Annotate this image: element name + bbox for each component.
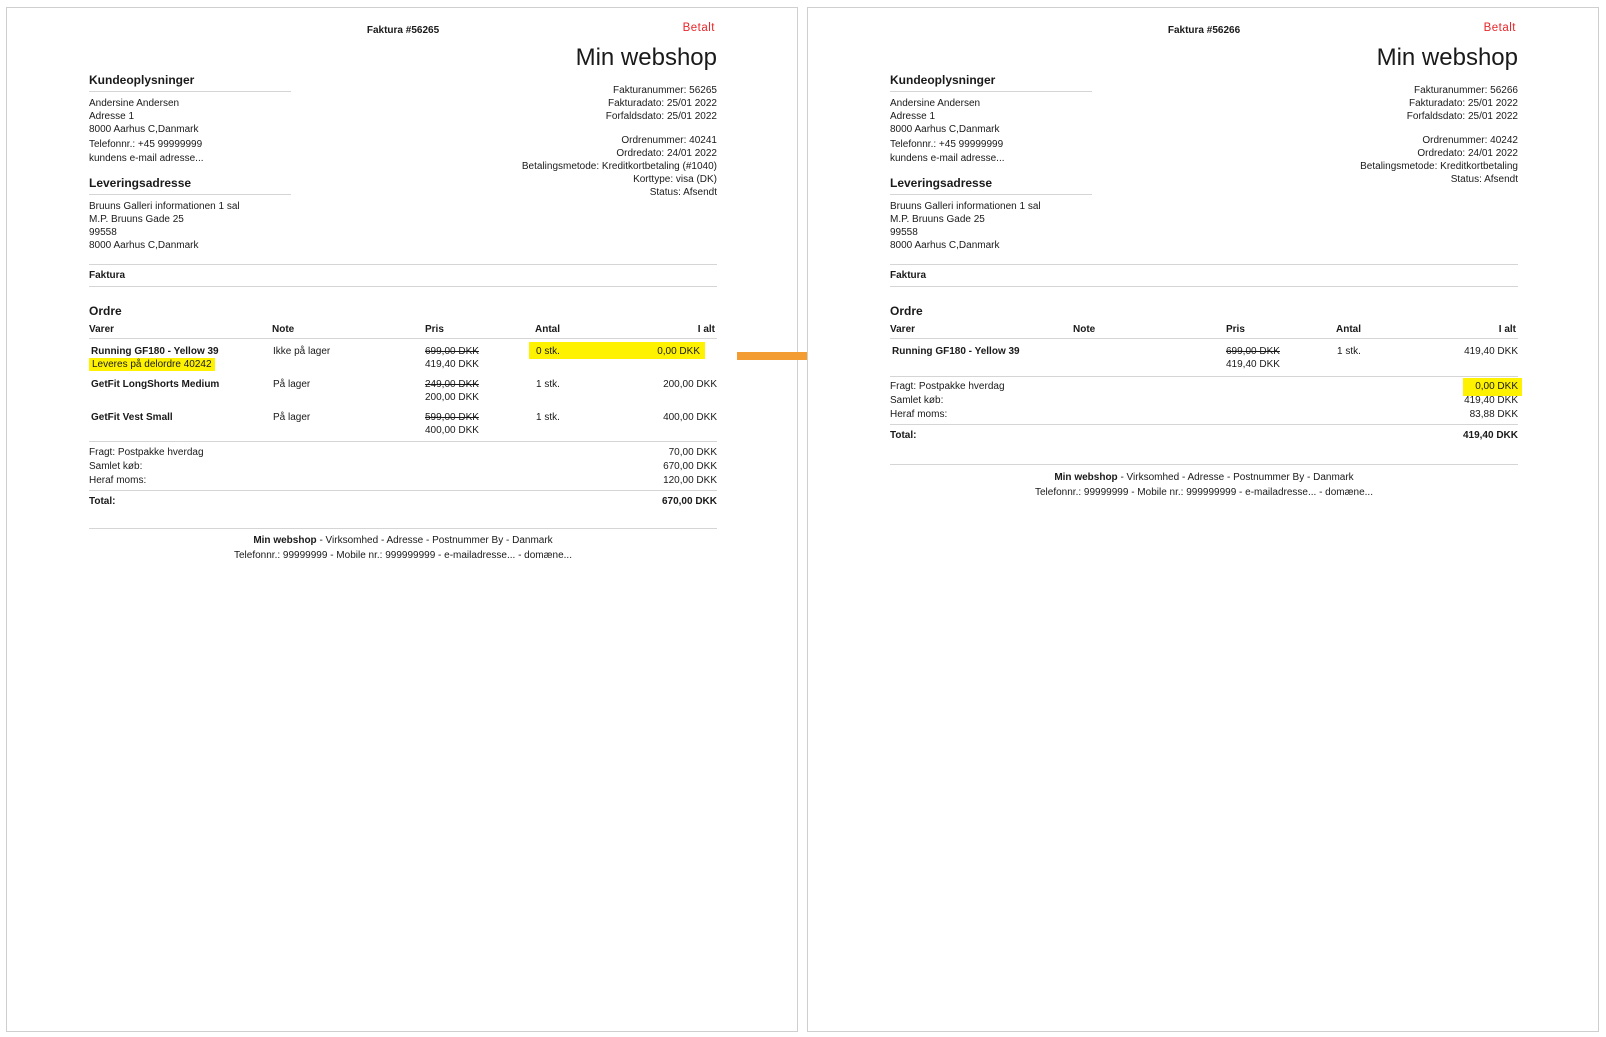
delivery-address (89, 200, 240, 252)
divider (89, 264, 717, 265)
item-qty: 1 stk. (1337, 346, 1361, 357)
subtotal-label: Samlet køb: (890, 395, 944, 406)
customer-phone: Telefonnr.: +45 99999999 (890, 139, 1004, 150)
item-qty: 1 stk. (536, 379, 560, 390)
delivery-line: 8000 Aarhus C,Danmark (890, 240, 1000, 251)
col-note: Note (1073, 324, 1096, 335)
customer-name: Andersine Andersen (89, 98, 180, 109)
payment-method: Betalingsmetode: Kreditkortbetaling (#1040) (521, 161, 717, 172)
new-price: 200,00 DKK (425, 392, 479, 403)
customer-heading: Kundeoplysninger (890, 73, 996, 87)
old-price: 599,00 DKK (425, 412, 479, 423)
col-note: Note (272, 324, 295, 335)
delivery-heading: Leveringsadresse (890, 176, 993, 190)
customer-info (89, 97, 204, 165)
faktura-label: Faktura (890, 270, 927, 281)
item-total: 419,40 DKK (1464, 346, 1518, 357)
paid-status: Betalt (682, 22, 715, 34)
divider (890, 424, 1518, 425)
order-number: Ordrenummer: 40241 (621, 135, 717, 146)
grand-total-label: Total: (89, 496, 116, 507)
shipping-value: 0,00 DKK (1463, 378, 1522, 396)
item-total: 0,00 DKK (657, 346, 700, 357)
divider (890, 194, 1092, 195)
item-name: GetFit LongShorts Medium (91, 379, 220, 390)
item-name: Running GF180 - Yellow 39 (892, 346, 1020, 357)
delivery-line: M.P. Bruuns Gade 25 (89, 214, 184, 225)
item-qty: 0 stk. (536, 346, 560, 357)
order-date: Ordredato: 24/01 2022 (616, 148, 717, 159)
delivery-line: 99558 (89, 227, 117, 238)
col-price: Pris (425, 324, 444, 335)
item-price (425, 378, 479, 404)
new-price: 419,40 DKK (1226, 359, 1280, 370)
old-price: 249,00 DKK (425, 379, 479, 390)
due-date: Forfaldsdato: 25/01 2022 (605, 111, 717, 122)
order-date: Ordredato: 24/01 2022 (1417, 148, 1518, 159)
payment-method: Betalingsmetode: Kreditkortbetaling (1360, 161, 1518, 172)
divider (890, 91, 1092, 92)
delivery-heading: Leveringsadresse (89, 176, 192, 190)
invoice-meta (1407, 84, 1518, 123)
customer-email: kundens e-mail adresse... (890, 153, 1005, 164)
invoice-meta (606, 84, 717, 123)
customer-address: Adresse 1 (890, 111, 936, 122)
order-heading: Ordre (890, 304, 923, 318)
partial-delivery-note: Leveres på delordre 40242 (89, 358, 215, 371)
col-total: I alt (1498, 324, 1516, 335)
new-price: 400,00 DKK (425, 425, 479, 436)
shipping-label: Fragt: Postpakke hverdag (89, 447, 204, 458)
order-heading: Ordre (89, 304, 122, 318)
footer-contact: Telefonnr.: 99999999 - Mobile nr.: 999999999 - e-mailadresse... - domæne... (1035, 487, 1373, 498)
invoice-title: Faktura #56265 (366, 25, 440, 36)
grand-total-value: 419,40 DKK (1462, 430, 1518, 441)
divider (89, 286, 717, 287)
shipping-label: Fragt: Postpakke hverdag (890, 381, 1005, 392)
footer (89, 533, 717, 563)
shop-name: Min webshop (1376, 44, 1518, 71)
vat-value: 83,88 DKK (1469, 409, 1518, 420)
col-items: Varer (890, 324, 916, 335)
customer-address: Adresse 1 (89, 111, 135, 122)
invoice-number: Fakturanummer: 56266 (1414, 85, 1518, 96)
faktura-label: Faktura (89, 270, 126, 281)
divider (890, 376, 1518, 377)
grand-total-value: 670,00 DKK (661, 496, 717, 507)
footer-contact: Telefonnr.: 99999999 - Mobile nr.: 999999999 - e-mailadresse... - domæne... (234, 550, 572, 561)
footer-brand: Min webshop (253, 535, 317, 546)
footer-address: - Virksomhed - Adresse - Postnummer By - Danmark (1117, 472, 1354, 483)
customer-heading: Kundeoplysninger (89, 73, 195, 87)
item-note: Ikke på lager (273, 346, 331, 357)
item-price (425, 345, 479, 371)
divider (89, 441, 717, 442)
subtotal-value: 419,40 DKK (1464, 395, 1518, 406)
col-items: Varer (89, 324, 115, 335)
order-meta (1360, 134, 1518, 186)
order-number: Ordrenummer: 40242 (1422, 135, 1518, 146)
order-status: Status: Afsendt (1450, 174, 1518, 185)
col-qty: Antal (1336, 324, 1361, 335)
footer-brand: Min webshop (1054, 472, 1118, 483)
vat-label: Heraf moms: (89, 475, 147, 486)
delivery-line: Bruuns Galleri informationen 1 sal (89, 201, 240, 212)
invoice-number: Fakturanummer: 56265 (613, 85, 717, 96)
divider (890, 464, 1518, 465)
col-total: I alt (697, 324, 715, 335)
item-total: 400,00 DKK (663, 412, 717, 423)
divider (89, 194, 291, 195)
customer-city: 8000 Aarhus C,Danmark (89, 124, 199, 135)
highlight-qty-total (529, 342, 705, 359)
divider (89, 91, 291, 92)
invoice-date: Fakturadato: 25/01 2022 (1409, 98, 1518, 109)
col-price: Pris (1226, 324, 1245, 335)
divider (89, 338, 717, 339)
item-qty: 1 stk. (536, 412, 560, 423)
footer-address: - Virksomhed - Adresse - Postnummer By - Danmark (316, 535, 553, 546)
item-name: Running GF180 - Yellow 39 (91, 346, 219, 357)
vat-value: 120,00 DKK (663, 475, 717, 486)
vat-label: Heraf moms: (890, 409, 948, 420)
old-price: 699,00 DKK (425, 346, 479, 357)
delivery-line: 8000 Aarhus C,Danmark (89, 240, 199, 251)
delivery-address (890, 200, 1041, 252)
customer-name: Andersine Andersen (890, 98, 981, 109)
customer-info (890, 97, 1005, 165)
subtotal-value: 670,00 DKK (663, 461, 717, 472)
grand-total-label: Total: (890, 430, 917, 441)
card-type: Korttype: visa (DK) (633, 174, 717, 185)
delivery-line: Bruuns Galleri informationen 1 sal (890, 201, 1041, 212)
delivery-line: 99558 (890, 227, 918, 238)
footer (890, 470, 1518, 500)
subtotal-label: Samlet køb: (89, 461, 143, 472)
due-date: Forfaldsdato: 25/01 2022 (1406, 111, 1518, 122)
invoice-page-left (6, 7, 798, 1032)
new-price: 419,40 DKK (425, 359, 479, 370)
item-note: På lager (273, 412, 311, 423)
col-qty: Antal (535, 324, 560, 335)
shop-name: Min webshop (575, 44, 717, 71)
customer-city: 8000 Aarhus C,Danmark (890, 124, 1000, 135)
order-meta (522, 134, 717, 199)
invoice-page-right (807, 7, 1599, 1032)
delivery-line: M.P. Bruuns Gade 25 (890, 214, 985, 225)
item-price (1226, 345, 1280, 371)
customer-email: kundens e-mail adresse... (89, 153, 204, 164)
customer-phone: Telefonnr.: +45 99999999 (89, 139, 203, 150)
divider (890, 264, 1518, 265)
invoice-title: Faktura #56266 (1167, 25, 1241, 36)
paid-status: Betalt (1483, 22, 1516, 34)
divider (890, 338, 1518, 339)
order-status: Status: Afsendt (649, 187, 717, 198)
shipping-value: 70,00 DKK (668, 447, 717, 458)
invoice-date: Fakturadato: 25/01 2022 (608, 98, 717, 109)
item-total: 200,00 DKK (663, 379, 717, 390)
item-note: På lager (273, 379, 311, 390)
old-price: 699,00 DKK (1226, 346, 1280, 357)
divider (89, 490, 717, 491)
divider (890, 286, 1518, 287)
item-name: GetFit Vest Small (91, 412, 173, 423)
item-price (425, 411, 479, 437)
divider (89, 528, 717, 529)
